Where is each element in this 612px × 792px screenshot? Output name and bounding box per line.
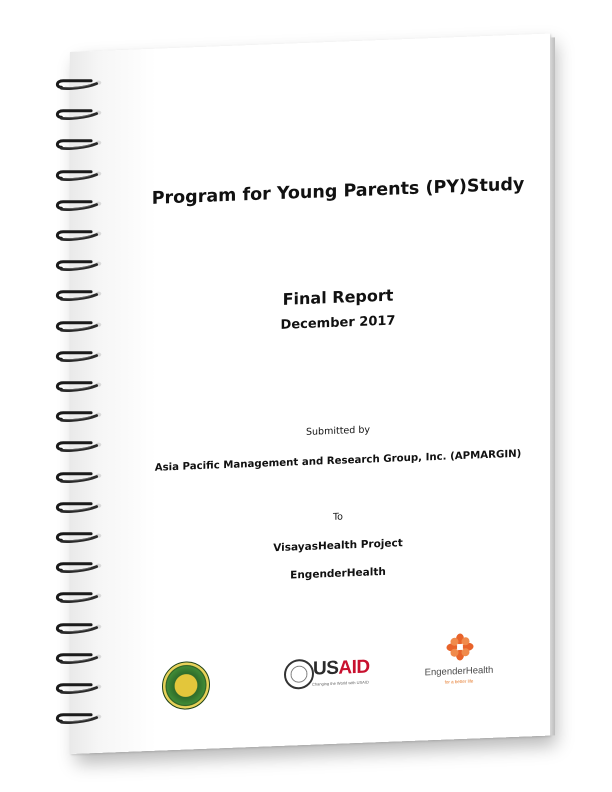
spiral-coil (52, 471, 106, 484)
engenderhealth-wordmark: EngenderHealth (424, 664, 494, 679)
spiral-coil (52, 350, 106, 363)
page-edge (550, 37, 555, 735)
spiral-coil (52, 78, 106, 91)
spiral-coil (52, 199, 106, 212)
spiral-coil (52, 622, 106, 635)
usaid-tagline: Changing the World with USAID (312, 679, 369, 687)
usaid-logo (284, 652, 376, 696)
spiral-coil (52, 682, 106, 695)
spiral-binding (52, 70, 112, 760)
submitted-by-label: Submitted by (306, 424, 370, 438)
engenderhealth-flower-icon (446, 632, 474, 661)
usaid-aid-text: AID (338, 656, 370, 679)
spiral-coil (52, 259, 106, 272)
spiral-coil (52, 289, 106, 302)
engenderhealth-tagline: for a better life (444, 678, 474, 685)
spiral-coil (52, 410, 106, 423)
submitting-organization: Asia Pacific Management and Research Group, Inc. (APMARGIN) (154, 448, 522, 474)
spiral-coil (52, 591, 106, 604)
recipient-project: VisayasHealth Project (273, 537, 403, 555)
cover-page (70, 34, 550, 754)
usaid-wordmark (313, 656, 370, 680)
usaid-seal-icon (284, 659, 314, 690)
spiral-coil (52, 652, 106, 665)
report-title: Program for Young Parents (PY)Study (151, 174, 525, 209)
spiral-coil (52, 108, 106, 121)
government-seal-logo (162, 661, 210, 711)
recipient-partner: EngenderHealth (290, 565, 386, 582)
spiral-coil (52, 501, 106, 514)
spiral-coil (52, 380, 106, 393)
to-label: To (332, 511, 343, 523)
engenderhealth-logo (414, 631, 504, 704)
report-date: December 2017 (280, 313, 396, 333)
spiral-coil (52, 229, 106, 242)
spiral-coil (52, 138, 106, 151)
report-label: Final Report (282, 285, 394, 309)
spiral-coil (52, 169, 106, 182)
spiral-coil (52, 712, 106, 725)
spiral-coil (52, 440, 106, 453)
spiral-coil (52, 320, 106, 333)
spiral-coil (52, 531, 106, 544)
spiral-coil (52, 561, 106, 574)
cover-content (70, 34, 550, 754)
usaid-us-text: US (313, 657, 339, 680)
